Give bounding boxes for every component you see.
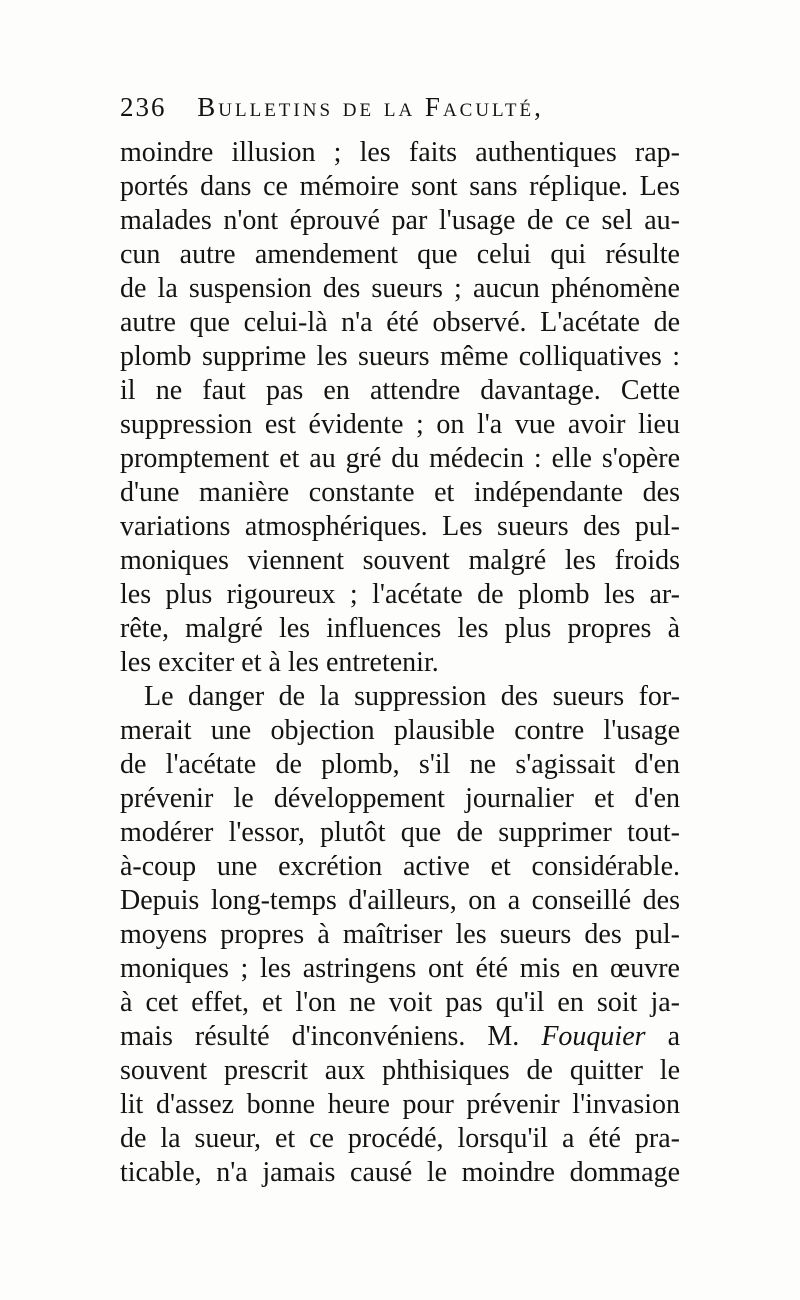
paragraph-1: [120, 136, 680, 680]
text-line: ticable, n'a jamais causé le moindre dommage: [120, 1157, 680, 1188]
text-fragment: mais résulté d'inconvéniens. M.: [120, 1021, 520, 1052]
text-line: de la suspension des sueurs ; aucun phénomène: [120, 273, 680, 304]
text-line: Le danger de la suppression des sueurs for-: [144, 681, 680, 712]
text-line: merait une objection plausible contre l'usage: [120, 715, 680, 746]
text-line: cun autre amendement que celui qui résulte: [120, 239, 680, 270]
paragraph-2: [120, 680, 680, 1190]
text-line-with-name: [120, 1020, 680, 1054]
text-line: moniques viennent souvent malgré les froids: [120, 545, 680, 576]
text-line: de la sueur, et ce procédé, lorsqu'il a été pra-: [120, 1123, 680, 1154]
text-line: Depuis long-temps d'ailleurs, on a conseillé des: [120, 885, 680, 916]
text-line: moniques ; les astringens ont été mis en œuvre: [120, 953, 680, 984]
text-line: lit d'assez bonne heure pour prévenir l'invasion: [120, 1089, 680, 1120]
text-line: suppression est évidente ; on l'a vue avoir lieu: [120, 409, 680, 440]
text-line: moindre illusion ; les faits authentiques rap-: [120, 137, 680, 168]
text-line: il ne faut pas en attendre davantage. Cette: [120, 375, 680, 406]
running-title: Bulletins de la Faculté,: [197, 92, 544, 122]
text-line: plomb supprime les sueurs même colliquatives :: [120, 341, 680, 372]
text-line: les exciter et à les entretenir.: [120, 647, 439, 678]
text-line: autre que celui-là n'a été observé. L'acétate de: [120, 307, 680, 338]
text-line: à cet effet, et l'on ne voit pas qu'il en soit ja-: [120, 987, 680, 1018]
text-line: prévenir le développement journalier et d'en: [120, 783, 680, 814]
text-line: à-coup une excrétion active et considérable.: [120, 851, 680, 882]
text-line: promptement et au gré du médecin : elle s'opère: [120, 443, 680, 474]
text-line: portés dans ce mémoire sont sans réplique. Les: [120, 171, 680, 202]
text-line: moyens propres à maîtriser les sueurs des pul-: [120, 919, 680, 950]
text-line: rête, malgré les influences les plus propres à: [120, 613, 680, 644]
text-line: malades n'ont éprouvé par l'usage de ce sel au-: [120, 205, 680, 236]
author-name: Fouquier: [541, 1021, 646, 1052]
page-header: [120, 92, 680, 132]
text-line: d'une manière constante et indépendante des: [120, 477, 680, 508]
text-line: les plus rigoureux ; l'acétate de plomb les ar-: [120, 579, 680, 610]
text-fragment: a: [667, 1021, 681, 1052]
text-line: variations atmosphériques. Les sueurs des pul-: [120, 511, 680, 542]
text-line: de l'acétate de plomb, s'il ne s'agissait d'en: [120, 749, 680, 780]
text-line: modérer l'essor, plutôt que de supprimer tout-: [120, 817, 680, 848]
body-text: [120, 136, 680, 1190]
page-number: 236: [120, 92, 167, 122]
text-line: souvent prescrit aux phthisiques de quitter le: [120, 1055, 680, 1086]
